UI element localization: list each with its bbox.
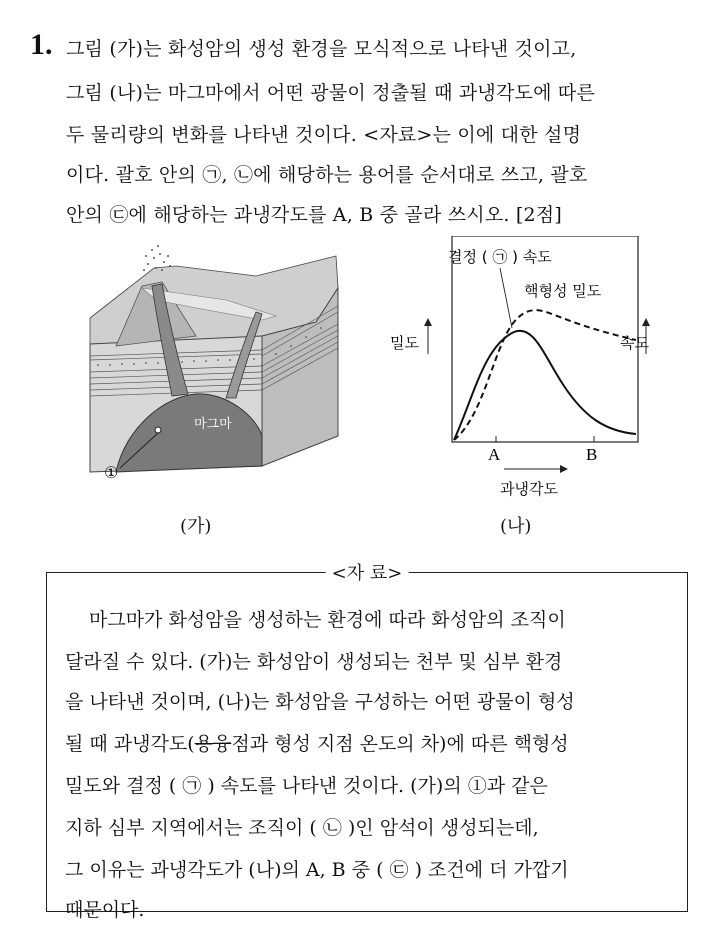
undercooling-graph <box>384 236 668 506</box>
box-line-4a: 될 때 과냉각도( <box>65 733 195 755</box>
tick-a: A <box>488 445 501 464</box>
nucleation-label: 핵형성 밀도 <box>524 282 602 300</box>
caption-ga: (가) <box>180 516 212 537</box>
box-line-6: 지하 심부 지역에서는 조직이 ( ㉡ )인 암석이 생성되는데, <box>65 817 539 839</box>
box-line-5: 밀도와 결정 ( ㉠ ) 속도를 나타낸 것이다. (가)의 ①과 같은 <box>65 775 548 797</box>
x-axis-label: 과냉각도 <box>500 480 558 498</box>
box-line-3: 을 나타낸 것이며, (나)는 화성암을 구성하는 어떤 광물이 형성 <box>65 691 575 713</box>
box-line-8: 때문이다. <box>65 899 145 921</box>
box-line-4 <box>65 729 569 756</box>
box-line-7: 그 이유는 과냉각도가 (나)의 A, B 중 ( ㉢ ) 조건에 더 가깝기 <box>65 859 569 881</box>
box-line-1: 마그마가 화성암을 생성하는 환경에 따라 화성암의 조직이 <box>89 609 566 631</box>
question-line-2: 그림 (나)는 마그마에서 어떤 광물이 정출될 때 과냉각도에 따른 <box>66 82 595 104</box>
question-line-4: 이다. 괄호 안의 ㉠, ㉡에 해당하는 용어를 순서대로 쓰고, 괄호 <box>66 164 588 186</box>
tick-b: B <box>586 445 598 464</box>
box-title: <자 료> <box>326 559 409 585</box>
question-line-3: 두 물리량의 변화를 나타낸 것이다. <자료>는 이에 대한 설명 <box>66 124 582 146</box>
data-box <box>46 563 688 921</box>
box-line-4b: 점과 형성 지점 온도의 차)에 따른 핵형성 <box>231 733 569 755</box>
marker-1: ① <box>104 463 119 481</box>
igneous-environment-diagram <box>76 236 342 481</box>
crystal-rate-label: 결정 ( ㉠ ) 속도 <box>448 248 552 266</box>
question-line-5: 안의 ㉢에 해당하는 과냉각도를 A, B 중 골라 쓰시오. [2점] <box>66 204 562 226</box>
question-line-1: 그림 (가)는 화성암의 생성 환경을 모식적으로 나타낸 것이고, <box>66 38 577 60</box>
box-line-2: 달라질 수 있다. (가)는 화성암이 생성되는 천부 및 심부 환경 <box>65 651 563 673</box>
caption-na: (나) <box>500 516 532 537</box>
y-left-label: 밀도 <box>390 334 419 352</box>
struck-text: 용융 <box>194 733 232 755</box>
question-number: 1. <box>30 28 53 61</box>
magma-label: 마그마 <box>194 417 232 432</box>
y-right-label: 속도 <box>620 334 649 352</box>
